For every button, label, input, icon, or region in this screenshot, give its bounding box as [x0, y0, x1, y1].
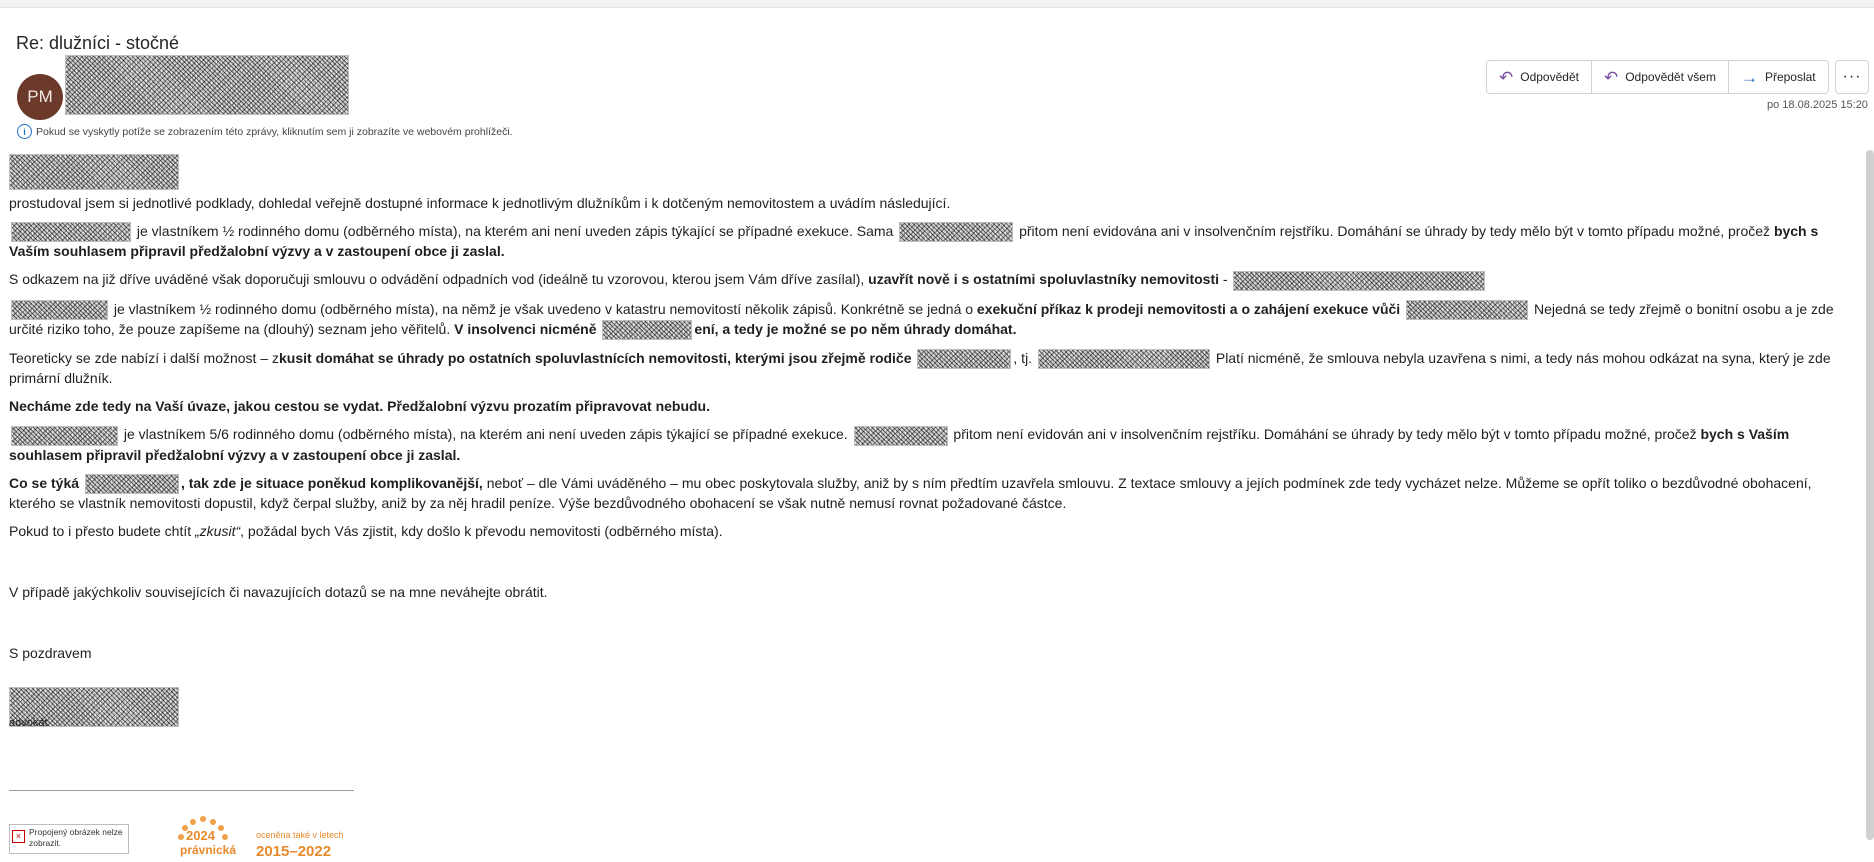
name-redacted: [11, 300, 108, 320]
info-text: Pokud se vyskytly potíže se zobrazením této zprávy, kliknutím sem ji zobrazíte ve webovém prohlížeči.: [36, 125, 513, 138]
window-top-bar: [0, 0, 1874, 8]
p2-text-b: přitom není evidována ani v insolvenčním rejstříku. Domáhání se úhrady by tedy mělo být v tomto případu možné, pročež: [1019, 223, 1771, 239]
signature-divider: [9, 790, 354, 791]
paragraph-5: [9, 349, 1859, 388]
name-redacted: [1406, 300, 1528, 320]
p9-emphasis: „zkusit“: [195, 523, 241, 540]
more-actions-button[interactable]: ···: [1835, 60, 1869, 94]
status-redacted: [602, 320, 692, 340]
p7-text-b: přitom není evidován ani v insolvenčním rejstříku. Domáhání se úhrady by tedy mělo být v tomto případu možné, pročež: [953, 426, 1697, 443]
reply-icon: ↶: [1499, 67, 1514, 87]
p9-text-a: Pokud to i přesto budete chtít: [9, 523, 192, 540]
sender-avatar: PM: [17, 74, 63, 120]
paragraph-2: [9, 222, 1859, 261]
p3-dash: -: [1222, 271, 1228, 288]
p3-text: S odkazem na již dříve uváděné však doporučuji smlouvu o odvádění odpadních vod (ideálně tu vzorovou, kterou jsem Vám dříve zasílal),: [9, 271, 865, 288]
paragraph-9: [9, 522, 1859, 541]
p6-bold: Necháme zde tedy na Vaší úvaze, jakou cestou se vydat. Předžalobní výzvu prozatím připravovat nebudu.: [9, 398, 710, 415]
p4-bold: exekuční příkaz k prodeji nemovitosti a o zahájení exekuce vůči: [976, 300, 1401, 317]
forward-icon: →: [1740, 67, 1758, 87]
view-in-browser-notice[interactable]: [17, 124, 513, 139]
p4-text-b: Nejedná se tedy zřejmě o bonitní osobu a je zde určité riziko toho, že pouze zapíšeme na (dlouhý) seznam jeho věřitelů.: [9, 300, 1834, 337]
award-year: 2024: [186, 828, 215, 843]
p4-bold-3: ení, a tedy je možné se po něm úhrady domáhat.: [694, 320, 1017, 337]
reply-all-button[interactable]: [1592, 61, 1729, 93]
names-redacted: [917, 349, 1011, 369]
paragraph-8: [9, 474, 1859, 513]
reply-button[interactable]: [1487, 61, 1592, 93]
broken-image-placeholder: [9, 824, 129, 854]
forward-button[interactable]: [1729, 61, 1828, 93]
p7-bold: bych s Vaším souhlasem připravil předžalobní výzvy a v zastoupení obce ji zaslal.: [9, 426, 1790, 463]
p5-bold: kusit domáhat se úhrady po ostatních spoluvlastnících nemovitosti, kterými jsou zřejmě rodiče: [279, 350, 912, 367]
closing: [9, 644, 1859, 663]
name-redacted: [854, 426, 948, 446]
name-redacted: [85, 474, 179, 494]
award-word: právnická: [180, 843, 237, 857]
award-logo: [170, 816, 360, 860]
broken-image-icon: ×: [12, 830, 25, 843]
p8-text: neboť – dle Vámi uváděného – mu obec poskytovala služby, aniž by s ním předtím uzavřela smlouvu. Z textace smlouvy a jejích podmínek zde tedy vycházet nelze. Můžeme se opřít toliko o bezdůvodné obohacení, kterého se vlastník nemovitosti dopustil, když čerpal služby, aniž by za něj hradil peníze. Výše bezdůvodného obohacení se však nutně nemusí rovnat požadované částce.: [9, 474, 1812, 512]
p5-tj: , tj.: [1013, 350, 1033, 367]
paragraph-6: [9, 397, 1859, 416]
broken-image-text: Propojený obrázek nelze zobrazit.: [29, 827, 123, 848]
signature-title: advokát: [9, 717, 48, 730]
name-redacted: [11, 426, 118, 446]
p1-text: prostudoval jsem si jednotlivé podklady, dohledal veřejně dostupné informace k jednotlivým dlužníkům i k dotčeným nemovitostem a uvádím následující.: [9, 195, 951, 211]
sender-redacted: [65, 55, 349, 115]
reply-all-icon: ↶: [1603, 67, 1619, 87]
paragraph-4: [9, 300, 1859, 341]
info-icon: i: [17, 124, 32, 139]
paragraph-3: [9, 270, 1859, 290]
message-date: po 18.08.2025 15:20: [1767, 99, 1868, 111]
greeting-redacted: [9, 154, 179, 190]
p8-bold-2: , tak zde je situace poněkud komplikovanější,: [180, 474, 483, 491]
p7-text-a: je vlastníkem 5/6 rodinného domu (odběrného místa), na kterém ani není uveden zápis týkající se případné exekuce.: [123, 426, 848, 443]
name-redacted: [11, 222, 131, 242]
paragraph-7: [9, 425, 1859, 464]
p3-bold: uzavřít nově i s ostatními spoluvlastníky nemovitosti: [868, 271, 1220, 288]
closing-text: S pozdravem: [9, 645, 92, 662]
award-years: 2015–2022: [256, 843, 332, 860]
message-actions: [1486, 60, 1829, 94]
p2-text-a: je vlastníkem ½ rodinného domu (odběrného místa), na kterém ani není uveden zápis týkající se případné exekuce. Sama: [136, 223, 894, 239]
p5-text-a: Teoreticky se zde nabízí i další možnost – z: [9, 350, 280, 367]
name-redacted: [899, 222, 1013, 242]
message-body: [9, 154, 1859, 729]
paragraph-1: [9, 194, 1859, 213]
vertical-scrollbar[interactable]: [1866, 150, 1874, 840]
forward-label: Přeposlat: [1764, 70, 1816, 84]
p4-text-a: je vlastníkem ½ rodinného domu (odběrného místa), na němž je však uvedeno v katastru nemovitostí několik zápisů. Konkrétně se jedná o: [113, 300, 974, 317]
p8-bold-1: Co se týká: [9, 474, 80, 491]
names-redacted: [1038, 349, 1210, 369]
names-redacted: [1233, 271, 1485, 291]
p4-bold-2: V insolvenci nicméně: [454, 320, 597, 337]
email-subject: Re: dlužníci - stočné: [16, 33, 180, 53]
p5-text-b: Platí nicméně, že smlouva nebyla uzavřena s nimi, a tedy nás mohou odkázat na syna, který je zde primární dlužník.: [9, 350, 1831, 387]
p9-text-b: , požádal bych Vás zjistit, kdy došlo k převodu nemovitosti (odběrného místa).: [240, 523, 723, 540]
award-caption: oceněna také v letech: [256, 830, 344, 840]
paragraph-10: [9, 583, 1859, 602]
reply-all-label: Odpovědět všem: [1625, 70, 1716, 84]
p10-text: V případě jakýchkoliv souvisejících či navazujících dotazů se na mne neváhejte obrátit.: [9, 584, 548, 601]
reply-label: Odpovědět: [1520, 70, 1579, 84]
p2-bold: bych s Vaším souhlasem připravil předžalobní výzvy a v zastoupení obce ji zaslal.: [9, 223, 1819, 260]
